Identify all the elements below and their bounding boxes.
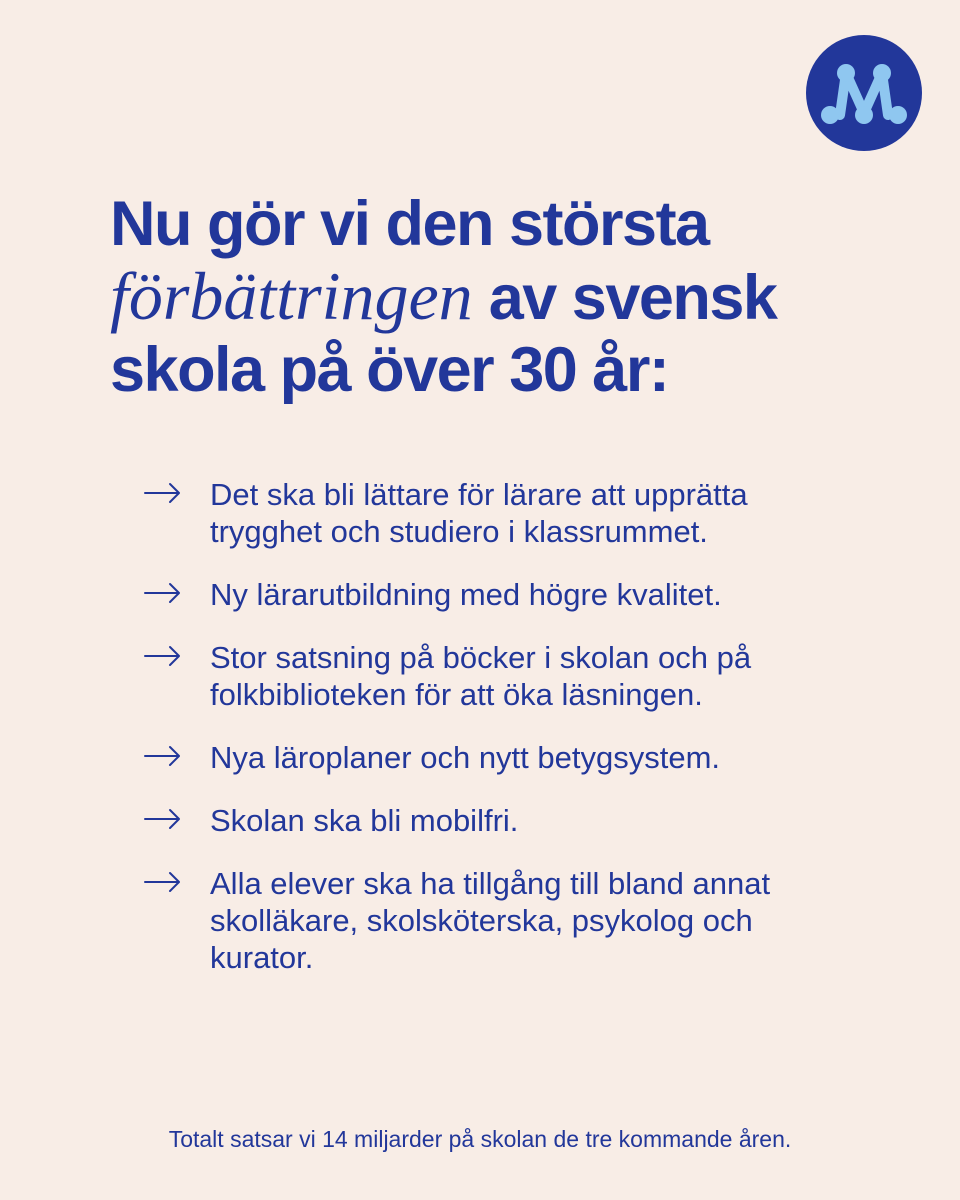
party-m-logo-icon: [806, 35, 922, 151]
list-item-text: Stor satsning på böcker i skolan och på folkbiblioteken för att öka läsningen.: [210, 640, 752, 712]
list-item-text: Ny lärarutbildning med högre kvalitet.: [210, 577, 722, 612]
arrow-right-icon: [144, 745, 182, 767]
arrow-right-icon: [144, 645, 182, 667]
list-item-text: Det ska bli lättare för lärare att upprätta trygghet och studiero i klassrummet.: [210, 477, 748, 549]
list-item: [144, 576, 864, 613]
list-item-text: Alla elever ska ha tillgång till bland annat skolläkare, skolsköterska, psykolog och kurator.: [210, 866, 771, 975]
arrow-right-icon: [144, 808, 182, 830]
list-item: [144, 739, 864, 776]
headline-accent: förbättringen: [110, 258, 473, 334]
arrow-right-icon: [144, 582, 182, 604]
list-item: [144, 639, 864, 713]
list-item-text: Skolan ska bli mobilfri.: [210, 803, 519, 838]
bullet-list: [144, 476, 864, 1002]
headline-part-2: av svensk skola på över 30 år:: [110, 263, 777, 405]
arrow-right-icon: [144, 871, 182, 893]
list-item-text: Nya läroplaner och nytt betygsystem.: [210, 740, 721, 775]
arrow-right-icon: [144, 482, 182, 504]
headline-part-1: Nu gör vi den största: [110, 189, 709, 259]
list-item: [144, 802, 864, 839]
headline: [110, 188, 910, 406]
list-item: [144, 476, 864, 550]
list-item: [144, 865, 864, 976]
footer-note: Totalt satsar vi 14 miljarder på skolan de tre kommande åren.: [168, 1126, 792, 1152]
